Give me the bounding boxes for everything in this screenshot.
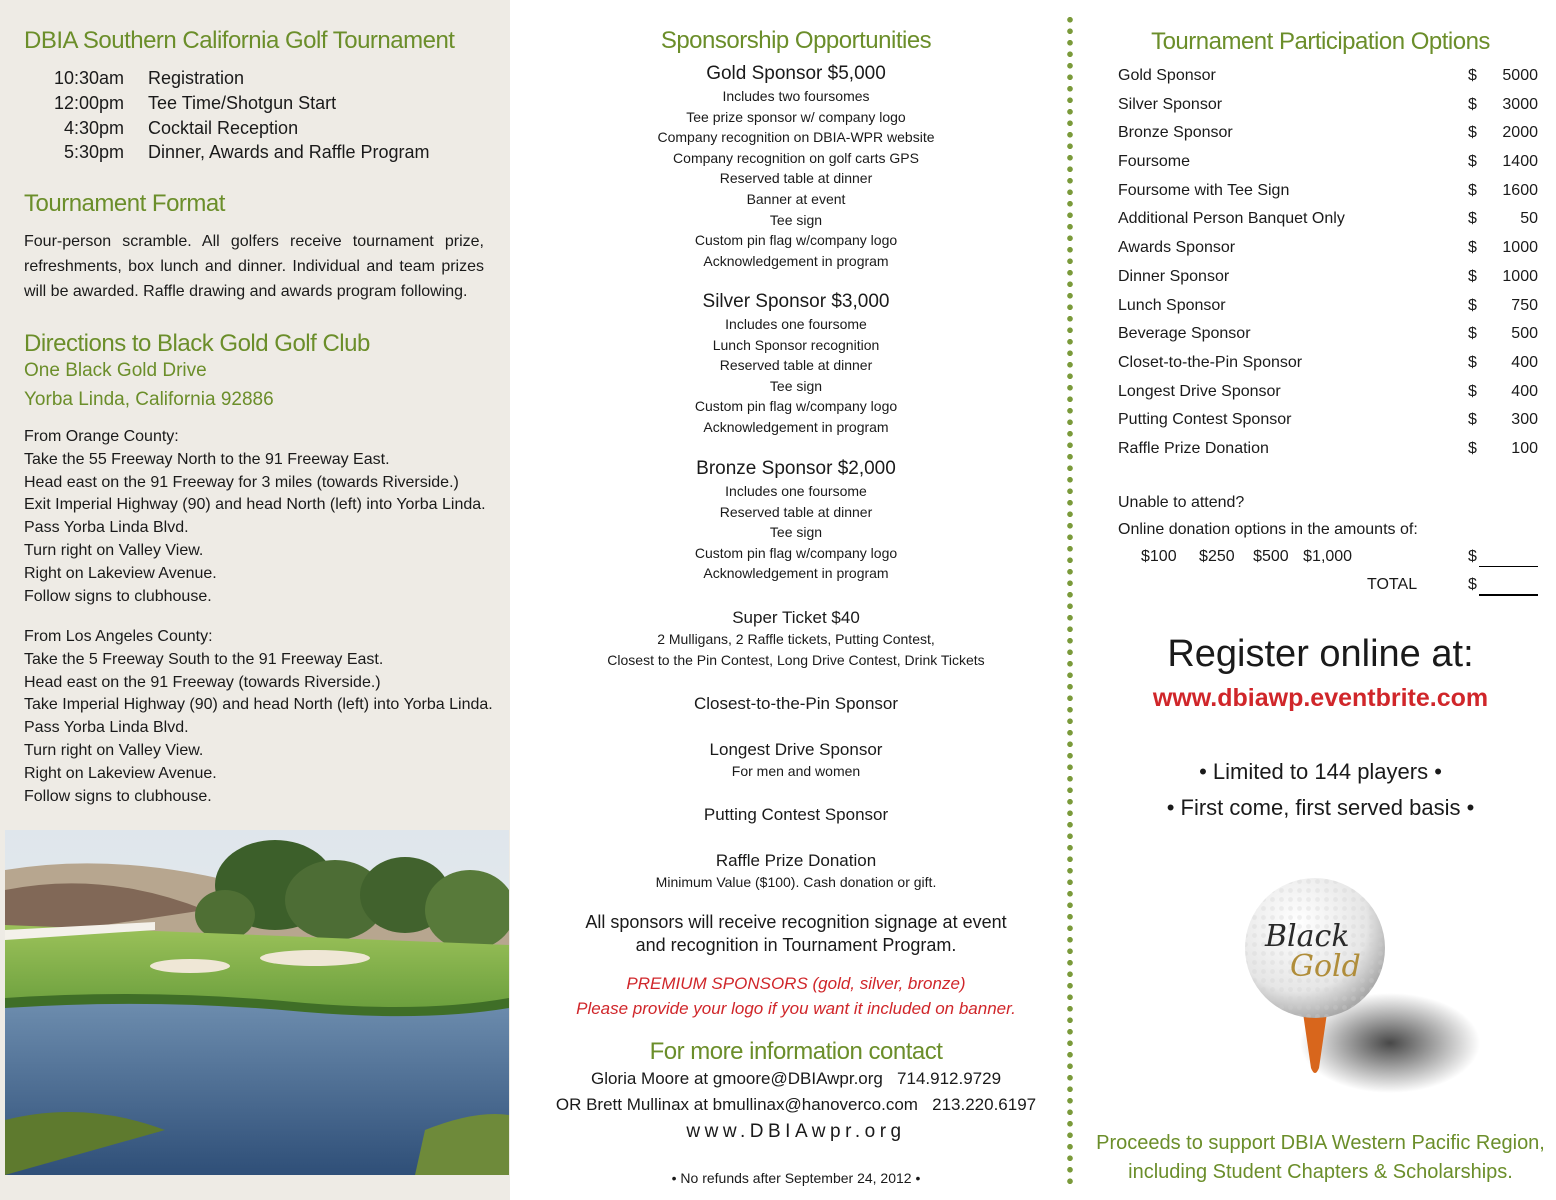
option-row xyxy=(1118,292,1538,321)
option-row xyxy=(1118,320,1538,349)
super-ticket-title: Super Ticket $40 xyxy=(732,608,860,627)
gold-sponsor-block xyxy=(540,62,1052,271)
option-amount: 100 xyxy=(1511,439,1538,457)
super-ticket-line: 2 Mulligans, 2 Raffle tickets, Putting Contest, xyxy=(657,631,935,647)
schedule-time: 4:30pm xyxy=(63,117,124,138)
direction-line: Right on Lakeview Avenue. xyxy=(24,764,217,782)
register-url[interactable]: www.dbiawp.eventbrite.com xyxy=(1152,684,1489,712)
directions-orange-county xyxy=(24,426,486,608)
currency-symbol: $ xyxy=(1468,95,1477,113)
option-name: Raffle Prize Donation xyxy=(1118,439,1269,457)
limit-players: • Limited to 144 players • xyxy=(1199,759,1442,784)
proceeds-line: Proceeds to support DBIA Western Pacific Region, xyxy=(1096,1132,1545,1154)
option-name: Foursome with Tee Sign xyxy=(1118,181,1290,199)
register-label: Register online at: xyxy=(1167,633,1474,675)
direction-line: Turn right on Valley View. xyxy=(24,741,204,759)
currency-symbol: $ xyxy=(1468,239,1477,257)
gold-line: Reserved table at dinner xyxy=(719,170,873,187)
currency-symbol: $ xyxy=(1468,576,1477,593)
option-amount: 400 xyxy=(1511,382,1538,400)
option-amount: 2000 xyxy=(1502,124,1538,142)
currency-symbol: $ xyxy=(1468,439,1477,457)
bronze-line: Custom pin flag w/company logo xyxy=(694,544,898,561)
schedule-event: Cocktail Reception xyxy=(148,117,299,138)
option-amount: 5000 xyxy=(1502,67,1538,84)
direction-line: From Los Angeles County: xyxy=(24,628,213,645)
dotted-divider xyxy=(1066,14,1074,1190)
gold-line: Banner at event xyxy=(746,190,846,207)
currency-symbol: $ xyxy=(1468,382,1477,400)
currency-symbol: $ xyxy=(1468,267,1477,285)
bronze-sponsor-title: Bronze Sponsor $2,000 xyxy=(696,458,896,479)
option-row xyxy=(1118,435,1538,464)
premium-sponsors-note xyxy=(540,972,1052,1021)
proceeds-line: including Student Chapters & Scholarships. xyxy=(1128,1161,1513,1183)
option-amount: 1000 xyxy=(1502,239,1538,257)
direction-line: Exit Imperial Highway (90) and head North (left) into Yorba Linda. xyxy=(24,496,486,514)
option-name: Bronze Sponsor xyxy=(1118,124,1233,142)
currency-symbol: $ xyxy=(1468,325,1477,343)
option-row xyxy=(1118,177,1538,206)
option-row xyxy=(1118,378,1538,407)
golf-ball-logo xyxy=(1205,868,1505,1108)
contact-heading: For more information contact xyxy=(649,1038,943,1065)
option-row xyxy=(1118,91,1538,120)
option-row xyxy=(1118,263,1538,292)
donation-amounts xyxy=(1141,548,1352,566)
option-amount: 3000 xyxy=(1502,95,1538,113)
schedule-row xyxy=(24,66,430,91)
direction-line: Pass Yorba Linda Blvd. xyxy=(24,519,189,537)
currency-symbol: $ xyxy=(1468,124,1477,142)
participation-heading: Tournament Participation Options xyxy=(1151,28,1490,55)
directions-heading: Directions to Black Gold Golf Club xyxy=(24,330,370,357)
raffle-block xyxy=(540,850,1052,893)
direction-line: Right on Lakeview Avenue. xyxy=(24,564,217,582)
direction-line: Head east on the 91 Freeway for 3 miles (towards Riverside.) xyxy=(24,473,459,491)
raffle-sub: Minimum Value ($100). Cash donation or gift. xyxy=(655,874,937,890)
online-donation-text: Online donation options in the amounts of: xyxy=(1118,521,1418,538)
middle-panel xyxy=(540,0,1052,1200)
gold-line: Includes two foursomes xyxy=(722,88,870,104)
left-panel xyxy=(0,0,510,1200)
total-line xyxy=(1479,594,1538,596)
direction-line: Pass Yorba Linda Blvd. xyxy=(24,719,189,737)
format-heading: Tournament Format xyxy=(24,190,225,217)
unable-to-attend: Unable to attend? xyxy=(1118,494,1245,511)
total-label: TOTAL xyxy=(1367,576,1418,593)
schedule-event: Registration xyxy=(148,68,245,88)
logo-gold-text: Gold xyxy=(1290,949,1361,984)
option-name: Dinner Sponsor xyxy=(1118,267,1230,285)
option-name: Silver Sponsor xyxy=(1118,95,1223,113)
currency-symbol: $ xyxy=(1468,296,1477,314)
silver-line: Reserved table at dinner xyxy=(719,357,873,374)
premium-line: Please provide your logo if you want it included on banner. xyxy=(576,998,1016,1018)
donation-option[interactable]: $250 xyxy=(1199,548,1235,565)
contact-line: Gloria Moore at gmoore@DBIAwpr.org 714.912.9729 xyxy=(590,1069,1002,1088)
gold-line: Custom pin flag w/company logo xyxy=(694,232,898,249)
currency-symbol: $ xyxy=(1468,548,1477,565)
option-row xyxy=(1118,62,1538,91)
option-name: Awards Sponsor xyxy=(1118,239,1236,257)
option-amount: 300 xyxy=(1511,411,1538,429)
bronze-sponsor-block xyxy=(540,457,1052,584)
gold-line: Tee prize sponsor w/ company logo xyxy=(686,108,906,125)
option-row xyxy=(1118,205,1538,234)
donation-option[interactable]: $1,000 xyxy=(1303,548,1353,565)
direction-line: Follow signs to clubhouse. xyxy=(24,787,212,805)
gold-line: Tee sign xyxy=(769,211,823,228)
first-come-note: • First come, first served basis • xyxy=(1166,795,1475,820)
donation-option[interactable]: $100 xyxy=(1141,548,1177,565)
golf-course-photo xyxy=(5,830,509,1175)
option-name: Additional Person Banquet Only xyxy=(1118,210,1345,228)
currency-symbol: $ xyxy=(1468,411,1477,429)
silver-line: Lunch Sponsor recognition xyxy=(712,336,880,353)
gold-line: Company recognition on golf carts GPS xyxy=(673,149,919,166)
schedule-row xyxy=(24,140,430,165)
currency-symbol: $ xyxy=(1468,153,1477,171)
bronze-line: Acknowledgement in program xyxy=(703,565,889,582)
options-table xyxy=(1118,62,1538,464)
direction-line: Turn right on Valley View. xyxy=(24,541,204,559)
option-amount: 50 xyxy=(1520,210,1538,228)
closest-pin-sponsor: Closest-to-the-Pin Sponsor xyxy=(693,694,899,713)
direction-line: Take the 5 Freeway South to the 91 Freeway East. xyxy=(24,650,384,668)
currency-symbol: $ xyxy=(1468,210,1477,228)
direction-line: Take Imperial Highway (90) and head North (left) into Yorba Linda. xyxy=(24,696,493,714)
currency-symbol: $ xyxy=(1468,353,1477,371)
super-ticket-line: Closest to the Pin Contest, Long Drive Contest, Drink Tickets xyxy=(607,651,985,668)
option-amount: 1600 xyxy=(1502,181,1538,199)
raffle-title: Raffle Prize Donation xyxy=(715,851,877,870)
bronze-line: Reserved table at dinner xyxy=(719,503,873,520)
donation-amount-line[interactable] xyxy=(1479,566,1538,567)
format-text: Four-person scramble. All golfers receive tournament prize, refreshments, box lunch and dinner. Individual and team prizes will be awarded. Raffle drawing and awards program following. xyxy=(24,233,484,300)
silver-sponsor-title: Silver Sponsor $3,000 xyxy=(702,291,890,312)
schedule-row xyxy=(24,116,430,141)
option-row xyxy=(1118,349,1538,378)
schedule-row xyxy=(24,91,430,116)
direction-line: From Orange County: xyxy=(24,428,179,445)
option-row xyxy=(1118,148,1538,177)
currency-symbol: $ xyxy=(1468,67,1477,84)
longest-drive-title: Longest Drive Sponsor xyxy=(709,740,883,759)
direction-line: Take the 55 Freeway North to the 91 Freeway East. xyxy=(24,450,390,468)
option-name: Lunch Sponsor xyxy=(1118,296,1226,314)
option-name: Foursome xyxy=(1118,153,1191,171)
recognition-text xyxy=(540,911,1052,956)
schedule-time: 10:30am xyxy=(53,68,124,88)
schedule xyxy=(24,66,430,165)
silver-line: Includes one foursome xyxy=(725,316,867,332)
refund-note: • No refunds after September 24, 2012 • xyxy=(671,1170,921,1186)
silver-line: Custom pin flag w/company logo xyxy=(694,398,898,415)
longest-drive-block xyxy=(540,739,1052,782)
silver-line: Tee sign xyxy=(769,377,823,394)
contact-info xyxy=(540,1066,1052,1117)
sponsorship-heading: Sponsorship Opportunities xyxy=(660,27,932,54)
direction-line: Follow signs to clubhouse. xyxy=(24,587,212,605)
directions-la-county xyxy=(24,626,493,808)
schedule-time: 12:00pm xyxy=(53,92,124,113)
longest-drive-sub: For men and women xyxy=(731,763,861,779)
address-line-1: One Black Gold Drive xyxy=(24,360,207,381)
option-row xyxy=(1118,119,1538,148)
gold-line: Company recognition on DBIA-WPR website xyxy=(657,129,935,146)
schedule-time: 5:30pm xyxy=(63,142,124,163)
gold-line: Acknowledgement in program xyxy=(703,252,889,269)
schedule-event: Dinner, Awards and Raffle Program xyxy=(148,142,430,163)
bronze-line: Tee sign xyxy=(769,524,823,541)
donation-option[interactable]: $500 xyxy=(1253,548,1289,565)
option-amount: 750 xyxy=(1511,296,1538,314)
super-ticket-block xyxy=(540,607,1052,670)
option-amount: 400 xyxy=(1511,353,1538,371)
address-line-2: Yorba Linda, California 92886 xyxy=(24,389,274,410)
option-row xyxy=(1118,406,1538,435)
silver-sponsor-block xyxy=(540,290,1052,438)
logo-black-text: Black xyxy=(1265,919,1350,954)
option-name: Gold Sponsor xyxy=(1118,67,1216,84)
option-name: Beverage Sponsor xyxy=(1118,325,1251,343)
contact-line: OR Brett Mullinax at bmullinax@hanoverco.com 213.220.6197 xyxy=(555,1094,1037,1114)
right-panel xyxy=(1085,0,1556,1200)
option-amount: 500 xyxy=(1511,325,1538,343)
recognition-line: and recognition in Tournament Program. xyxy=(635,934,957,955)
putting-contest-sponsor: Putting Contest Sponsor xyxy=(703,805,889,824)
currency-symbol: $ xyxy=(1468,181,1477,199)
option-row xyxy=(1118,234,1538,263)
bronze-line: Includes one foursome xyxy=(725,483,867,499)
website-link[interactable]: www.DBIAwpr.org xyxy=(686,1121,906,1142)
option-name: Closet-to-the-Pin Sponsor xyxy=(1118,353,1303,371)
tournament-title: DBIA Southern California Golf Tournament xyxy=(24,27,455,54)
recognition-line: All sponsors will receive recognition signage at event xyxy=(585,912,1007,932)
silver-line: Acknowledgement in program xyxy=(703,418,889,435)
schedule-event: Tee Time/Shotgun Start xyxy=(148,92,337,113)
direction-line: Head east on the 91 Freeway (towards Riverside.) xyxy=(24,673,381,691)
option-amount: 1400 xyxy=(1502,153,1538,171)
option-amount: 1000 xyxy=(1502,267,1538,285)
gold-sponsor-title: Gold Sponsor $5,000 xyxy=(706,63,886,84)
premium-line: PREMIUM SPONSORS (gold, silver, bronze) xyxy=(626,974,966,993)
option-name: Putting Contest Sponsor xyxy=(1118,411,1292,429)
option-name: Longest Drive Sponsor xyxy=(1118,382,1281,400)
